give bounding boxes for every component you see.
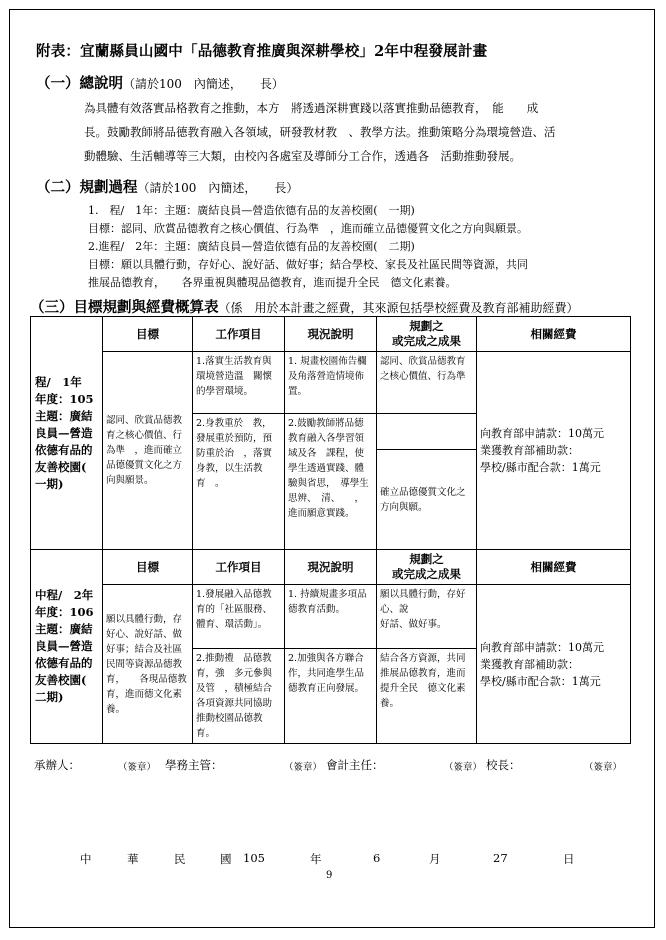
stage-1-result-spacer xyxy=(377,414,477,450)
date-char-2: 華 xyxy=(127,852,139,866)
section-3-title: （三）目標規劃與經費概算表 xyxy=(30,299,219,316)
section-1-heading xyxy=(36,72,284,93)
stage-2-label xyxy=(31,550,103,744)
header-status-2: 現況說明 xyxy=(285,550,377,585)
section-2-line-3: 2.進程/ 2年：主題：廣結良員—營造依德有品的友善校園( 二期) xyxy=(88,240,415,253)
date-day: 27 xyxy=(493,851,508,865)
section-2-title: （二）規劃過程 xyxy=(36,179,138,196)
stage-1-fund-text: 向教育部申請款：10萬元 業獲教育部補助款： 學校/縣市配合款：1萬元 xyxy=(480,427,604,474)
signature-accounting: 會計主任： xyxy=(326,758,384,772)
stage-1-label xyxy=(31,317,103,550)
stage-2-status-2: 2.加強與各方聯合作，共同進學生品德教育正向發展。 xyxy=(285,649,377,744)
stage-1-work-2: 2.身教重於 教，發展重於預防，預防重於治 ，落實身教，以生活教育 。 xyxy=(193,414,285,550)
section-1-note: （請於100 內簡述， 長） xyxy=(123,77,284,91)
stage-1-result-1: 認同、欣賞品德教育之核心價值、行為準 xyxy=(377,352,477,414)
section-1-title: （一）總說明 xyxy=(36,75,123,92)
date-month-unit: 月 xyxy=(429,852,441,866)
header-fund: 相關經費 xyxy=(477,317,631,352)
stage-2-status-1: 1. 持續規畫多項品德教育活動。 xyxy=(285,585,377,649)
section-1-line-1: 為具體有效落實品格教育之推動，本方 將透過深耕實踐以落實推動品德教育， 能 成 xyxy=(84,101,539,115)
stage-1-work-1: 1.落實生活教育與環境營造溫 關懷的學習環境。 xyxy=(193,352,285,414)
header-goal-2: 目標 xyxy=(103,550,193,585)
section-3-heading xyxy=(30,296,579,317)
stage-2-fund-text: 向教育部申請款：10萬元 業獲教育部補助款： 學校/縣市配合款：1萬元 xyxy=(480,640,604,688)
section-2-heading xyxy=(36,176,298,197)
section-2-note: （請於100 內簡述， 長） xyxy=(137,181,299,195)
section-2-line-4: 目標：願以具體行動，存好心、說好話、做好事；結合學校、家長及社區民間等資源，共同 xyxy=(88,258,528,271)
stage-1-goal: 認同、欣賞品德教育之核心價值、行為準 ，進而確立品德優質文化之方向與願景。 xyxy=(103,352,193,550)
stage-2-goal: 願以具體行動，存好心、說好話、做好事；結合及社區民間等資源品德教育， 各現品德教育，進而德文化素養。 xyxy=(103,585,193,744)
section-2-line-5: 推展品德教育， 各界重視與體現品德教育，進而提升全民 德文化素養。 xyxy=(88,276,457,289)
date-day-unit: 日 xyxy=(563,852,575,866)
stage-2-fund xyxy=(477,585,631,744)
stage-1-result-2: 確立品德優質文化之方向與願。 xyxy=(377,450,477,550)
header-result: 規劃之 或完成之成果 xyxy=(377,317,477,352)
section-1-line-2: 長。鼓勵教師將品德教育融入各領域，研發教材教 、教學方法。推動策略分為環境營造、活 xyxy=(84,125,556,139)
section-1-line-3: 動體驗、生活輔導等三大類，由校內各處室及導師分工合作，透過各 活動推動發展。 xyxy=(84,149,521,163)
stage-1-row-1 xyxy=(31,352,631,414)
stage-1-status-1: 1. 規畫校園佈告欄及角落營造情境佈置。 xyxy=(285,352,377,414)
header-result-2: 規劃之 或完成之成果 xyxy=(377,550,477,585)
date-char-3: 民 xyxy=(174,852,186,866)
document-title: 附表：宜蘭縣員山國中「品德教育推廣與深耕學校」2年中程發展計畫 xyxy=(36,43,488,60)
signature-accounting-seal: （簽章） xyxy=(444,762,483,773)
date-year: 105 xyxy=(243,851,265,865)
stage-2-result-2: 結合各方資源，共同推展品德教育，進而提升全民 德文化素養。 xyxy=(377,649,477,744)
stage-1-label-text: 程/ 1年 年度：105 主題：廣結良員—營造依德有品的友善校園( 一期) xyxy=(35,374,94,491)
stage-1-status-2: 2.鼓勵教師將品德教育融入各學習領域及各 課程，使學生透過實踐、體驗與省思， 導學生思辨、 清、 ，進而願意實踐。 xyxy=(285,414,377,550)
plan-budget-table xyxy=(30,316,631,744)
date-year-unit: 年 xyxy=(310,852,322,866)
stage-2-label-text: 中程/ 2年 年度：106 主題：廣結良員—營造依德有品的友善校園( 二期) xyxy=(35,588,94,704)
signature-principal-seal: （簽章） xyxy=(584,762,623,773)
section-2-line-2: 目標：認同、欣賞品德教育之核心價值、行為準 ，進而確立品德優質文化之方向與願景。 xyxy=(88,222,528,235)
header-fund-2: 相關經費 xyxy=(477,550,631,585)
stage-2-row-1 xyxy=(31,585,631,649)
date-month: 6 xyxy=(373,851,381,865)
stage-2-work-2: 2.推動禮 品德教育，強 多元參與及管 ，積極結合各項資源共同協助推動校園品德教育。 xyxy=(193,649,285,744)
stage-1-header-row xyxy=(31,317,631,352)
signature-affairs-seal: （簽章） xyxy=(284,762,323,773)
section-3-note: （係 用於本計畫之經費，其來源包括學校經費及教育部補助經費） xyxy=(218,301,579,315)
header-goal: 目標 xyxy=(103,317,193,352)
signature-principal: 校長： xyxy=(486,758,521,772)
header-work-item-2: 工作項目 xyxy=(193,550,285,585)
page-number: 9 xyxy=(326,870,333,881)
signature-handler: 承辦人： xyxy=(34,758,80,772)
date-char-4: 國 xyxy=(220,852,232,866)
signature-handler-seal: （簽章） xyxy=(118,762,157,773)
header-work-item: 工作項目 xyxy=(193,317,285,352)
date-char-1: 中 xyxy=(80,852,92,866)
header-status: 現況說明 xyxy=(285,317,377,352)
stage-2-header-row xyxy=(31,550,631,585)
signature-affairs: 學務主管： xyxy=(165,758,223,772)
stage-2-result-1: 願以具體行動，存好心、說 好話、做好事。 xyxy=(377,585,477,649)
stage-1-fund xyxy=(477,352,631,550)
section-2-line-1: 1. 程/ 1年：主題：廣結良員—營造依德有品的友善校園( 一期) xyxy=(88,204,415,217)
stage-2-work-1: 1.發展融入品德教育的「社區服務、體育、環活動」。 xyxy=(193,585,285,649)
